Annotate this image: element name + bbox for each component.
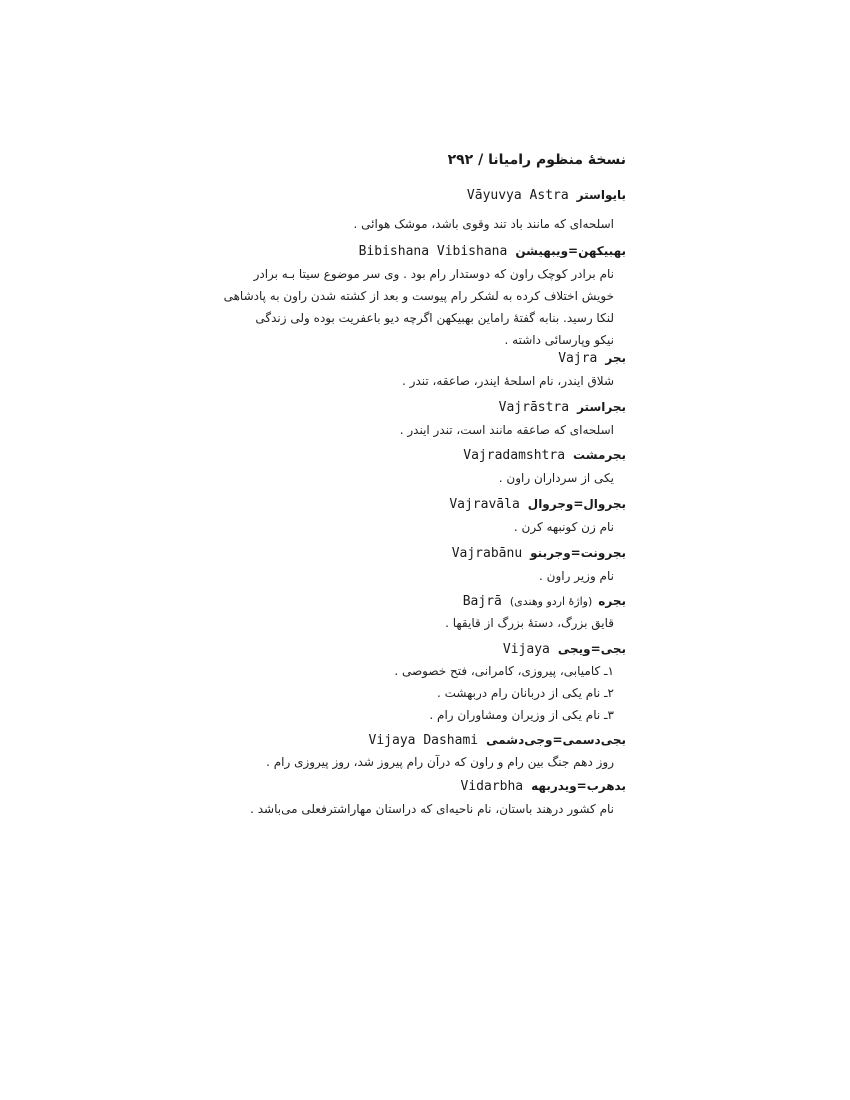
entry-persian-term: بهبیکهن=ویبهیشن	[515, 244, 626, 258]
entry-definition-line: ۱ـ کامیابی، پیروزی، کامرانی، فتح خصوصی .	[394, 664, 614, 678]
entry-persian-term: بجر	[605, 351, 626, 365]
entry-heading	[463, 443, 626, 467]
entry-definition-line: نام زن کونبهه کرن .	[513, 520, 614, 534]
entry-heading	[503, 637, 626, 661]
entry-latin-term: Vajrabānu	[451, 546, 523, 561]
entry-latin-term: Vijaya	[502, 642, 550, 657]
entry-persian-term: بجرمشت	[573, 448, 626, 462]
entry-latin-term: Vidarbha	[460, 779, 524, 794]
entry-persian-term: بدهرب=ویدربهه	[531, 779, 626, 793]
entry-definition-line: لنکا رسید. بنابه گفتهٔ راماین بهبیکهن اگرچه دیو باعفریت بوده ولی زندگی	[255, 311, 614, 325]
entry-definition-line: ۳ـ نام یکی از وزیران ومشاوران رام .	[429, 708, 614, 722]
entry-heading	[558, 346, 626, 370]
entry-definition-line: قایق بزرگ، دستهٔ بزرگ از قایقها .	[445, 616, 614, 630]
page-header: نسخهٔ منظوم رامیانا / ۲۹۲	[447, 152, 626, 168]
entry-definition-line: روز دهم جنگ بین رام و راون که درآن رام پیروز شد، روز پیروزی رام .	[266, 755, 614, 769]
entry-latin-term: Bibishana Vibishana	[358, 244, 508, 259]
entry-latin-term: Vāyuvya Astra	[466, 188, 569, 203]
entry-persian-term: بجی=ویجی	[557, 642, 626, 656]
entry-latin-term: Bajrā	[462, 594, 502, 609]
entry-definition-line: اسلحه‌ای که صاعقه مانند است، تندر ایندر .	[399, 423, 614, 437]
entry-latin-term: Vajrāstra	[498, 400, 570, 415]
entry-definition-line: خویش اختلاف کرده به لشکر رام پیوست و بعد از کشته شدن راون به پادشاهی	[223, 289, 614, 303]
entry-heading	[499, 395, 626, 419]
entry-definition-line: نام برادر کوچک راون که دوستدار رام بود . وی سر موضوع سیتا بـه برادر	[253, 267, 614, 281]
entry-definition-line: اسلحه‌ای که مانند باد تند وقوی باشد، موشک هوائی .	[353, 217, 614, 231]
entry-definition-line: ۲ـ نام یکی از دربانان رام دربهشت .	[436, 686, 614, 700]
entry-persian-term: بایواستر	[576, 188, 626, 202]
entry-latin-term: Vajradamshtra	[463, 448, 566, 463]
entry-persian-term: بجراستر	[577, 400, 626, 414]
entry-persian-term: بجره	[598, 594, 626, 608]
entry-latin-term: Vijaya Dashami	[368, 733, 479, 748]
entry-heading	[449, 492, 626, 516]
entry-latin-term: Vajra	[558, 351, 598, 366]
entry-heading	[369, 728, 626, 752]
entry-heading	[463, 589, 626, 613]
entry-persian-term: بجروال=وجروال	[527, 497, 626, 511]
entry-definition-line: یکی از سرداران راون .	[498, 471, 614, 485]
entry-definition-line: شلاق ایندر، نام اسلحهٔ ایندر، صاعقه، تندر .	[402, 374, 614, 388]
entry-definition-line: نام کشور درهند باستان، نام ناحیه‌ای که دراستان مهاراشترفعلی می‌باشد .	[250, 802, 614, 816]
entry-persian-term: بجرونت=وجربنو	[530, 546, 626, 560]
entry-heading	[461, 774, 626, 798]
entry-persian-term: بجی‌دسمی=وجی‌دشمی	[486, 733, 626, 747]
entry-heading	[359, 239, 626, 263]
entry-definition-line: نام وزیر راون .	[539, 569, 614, 583]
entry-definition-line: نیکو وپارسائی داشته .	[504, 333, 614, 347]
entry-note: (واژهٔ اردو وهندی)	[509, 595, 593, 608]
entry-heading	[452, 541, 626, 565]
entry-latin-term: Vajravāla	[449, 497, 520, 512]
entry-heading	[467, 183, 626, 207]
